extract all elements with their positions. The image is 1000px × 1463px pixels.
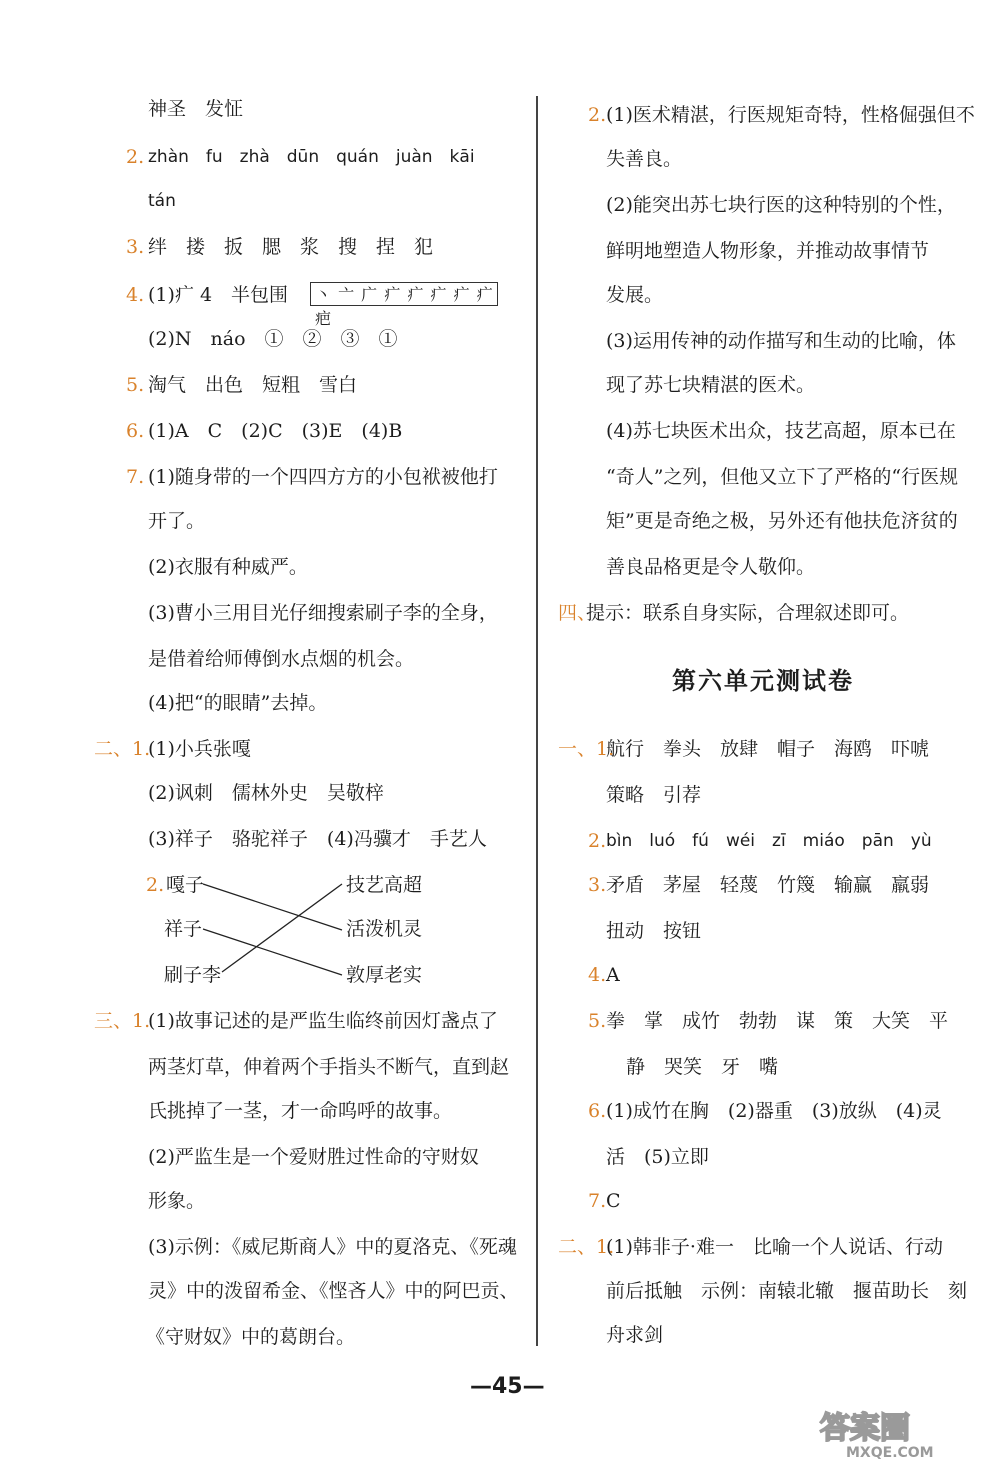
stroke-order-box: 丶 亠 广 疒 疒 疒 疒 疒 疤 [310,282,498,306]
page-number: —45— [470,1374,545,1399]
u7-answer: C [606,1190,621,1212]
v1-answer-cont2: 舟求剑 [606,1324,664,1346]
svg-text:答案圈: 答案圈 [820,1411,910,1446]
u4-number: 4. [588,964,607,986]
r2-answer-4-cont2: 矩”更是奇绝之极，另外还有他扶危济贫的 [606,510,958,532]
r2-answer-4-cont: “奇人”之列，但他又立下了严格的“行医规 [606,466,959,488]
q7-number: 7. [126,466,145,488]
u1-answer: 航行 拳头 放肆 帽子 海鸥 吓唬 [606,738,930,760]
q7-answer-2: (2)衣服有种威严。 [148,556,308,578]
match-left-2: 祥子 [164,918,203,940]
q7-answer-4: (4)把“的眼睛”去掉。 [148,692,328,714]
q3-number: 3. [126,236,145,258]
q7-answer-1: (1)随身带的一个四四方方的小包袱被他打 [148,466,498,488]
r2-answer-2-cont: 鲜明地塑造人物形象，并推动故事情节 [606,240,930,262]
s3-answer-1: (1)故事记述的是严监生临终前因灯盏点了 [148,1010,498,1032]
u5-answer-cont: 静 哭笑 牙 嘴 [626,1056,779,1078]
match-line-shuazili [222,884,342,972]
s3-answer-1-cont2: 氏挑掉了一茎，才一命呜呼的故事。 [148,1100,453,1122]
u1-answer-cont: 策略 引荐 [606,784,702,806]
r2-answer-4: (4)苏七块医术出众，技艺高超，原本已在 [606,420,956,442]
watermark-logo [816,1408,994,1460]
q3-answer: 绊 搂 扳 腮 浆 搜 捏 犯 [148,236,434,258]
section4-answer: 提示：联系自身实际，合理叙述即可。 [586,602,910,624]
s3-answer-2: (2)严监生是一个爱财胜过性命的守财奴 [148,1146,479,1168]
v1-number: 二、1. [558,1236,615,1258]
match-right-1: 技艺高超 [346,874,423,896]
u6-number: 6. [588,1100,607,1122]
line-shensheng: 神圣 发怔 [148,98,244,120]
u3-answer: 矛盾 茅屋 轻蔑 竹篾 输赢 羸弱 [606,874,930,896]
r2-number: 2. [588,104,607,126]
u3-answer-cont: 扭动 按钮 [606,920,702,942]
s3-answer-3: (3)示例：《威尼斯商人》中的夏洛克、《死魂 [148,1236,517,1258]
q5-number: 5. [126,374,145,396]
section4-number: 四、 [558,602,597,624]
r2-answer-4-cont3: 善良品格更是令人敬仰。 [606,556,816,578]
q7-answer-3: (3)曹小三用目光仔细搜索刷子李的全身， [148,602,498,624]
q6-number: 6. [126,420,145,442]
u1-number: 一、1. [558,738,615,760]
v1-answer-cont: 前后抵触 示例：南辕北辙 揠苗助长 刻 [606,1280,968,1302]
u4-answer: A [606,964,620,986]
q5-answer: 淘气 出色 短粗 雪白 [148,374,358,396]
u7-number: 7. [588,1190,607,1212]
u5-number: 5. [588,1010,607,1032]
s3-answer-1-cont: 两茎灯草，伸着两个手指头不断气，直到赵 [148,1056,510,1078]
match-right-2: 活泼机灵 [346,918,423,940]
r2-answer-3-cont: 现了苏七块精湛的医术。 [606,374,816,396]
r2-answer-1-cont: 失善良。 [606,148,683,170]
s3-answer-3-cont: 灵》中的泼留希金、《悭吝人》中的阿巴贡、 [148,1280,519,1302]
r2-answer-2: (2)能突出苏七块行医的这种特别的个性， [606,194,956,216]
svg-text:MXQE.COM: MXQE.COM [846,1445,934,1460]
match-line-gazi [203,884,342,930]
u3-number: 3. [588,874,607,896]
unit-six-heading: 第六单元测试卷 [672,667,854,695]
section2-number: 二、1. [94,738,151,760]
match-left-1: 嘎子 [166,874,205,896]
u6-answer: (1)成竹在胸 (2)器重 (3)放纵 (4)灵 [606,1100,942,1122]
q2-pinyin-cont: tán [148,191,176,211]
match-line-xiangzi [203,929,342,975]
r2-answer-3: (3)运用传神的动作描写和生动的比喻，体 [606,330,956,352]
s3-answer-3-cont2: 《守财奴》中的葛朗台。 [146,1326,356,1348]
u6-answer-cont: 活 (5)立即 [606,1146,709,1168]
matching-number: 2. [146,874,165,896]
q7-answer-3-cont: 是借着给师傅倒水点烟的机会。 [148,648,415,670]
q4-answer-2: (2)N náo ① ② ③ ① [148,328,398,350]
q4-number: 4. [126,284,145,306]
v1-answer: (1)韩非子·难一 比喻一个人说话、行动 [606,1236,943,1258]
s2-answer-1: (1)小兵张嘎 [148,738,251,760]
match-left-3: 刷子李 [164,964,222,986]
u2-pinyin: bìn luó fú wéi zī miáo pān yù [606,831,932,851]
q2-number: 2. [126,146,145,168]
s3-answer-2-cont: 形象。 [148,1190,206,1212]
q7-answer-1-cont: 开了。 [148,510,206,532]
section3-number: 三、1. [94,1010,151,1032]
q2-pinyin: zhàn fu zhà dūn quán juàn kāi [148,147,475,167]
u2-number: 2. [588,830,607,852]
r2-answer-1: (1)医术精湛，行医规矩奇特，性格倔强但不 [606,104,975,126]
q4-answer: (1)疒 4 半包围 [148,284,289,306]
s2-answer-3: (3)祥子 骆驼祥子 (4)冯骥才 手艺人 [148,828,487,850]
match-right-3: 敦厚老实 [346,964,423,986]
q6-answer: (1)A C (2)C (3)E (4)B [148,420,403,442]
s2-answer-2: (2)讽刺 儒林外史 吴敬梓 [148,782,384,804]
r2-answer-2-cont2: 发展。 [606,284,664,306]
u5-answer: 拳 掌 成竹 勃勃 谋 策 大笑 平 [606,1010,949,1032]
